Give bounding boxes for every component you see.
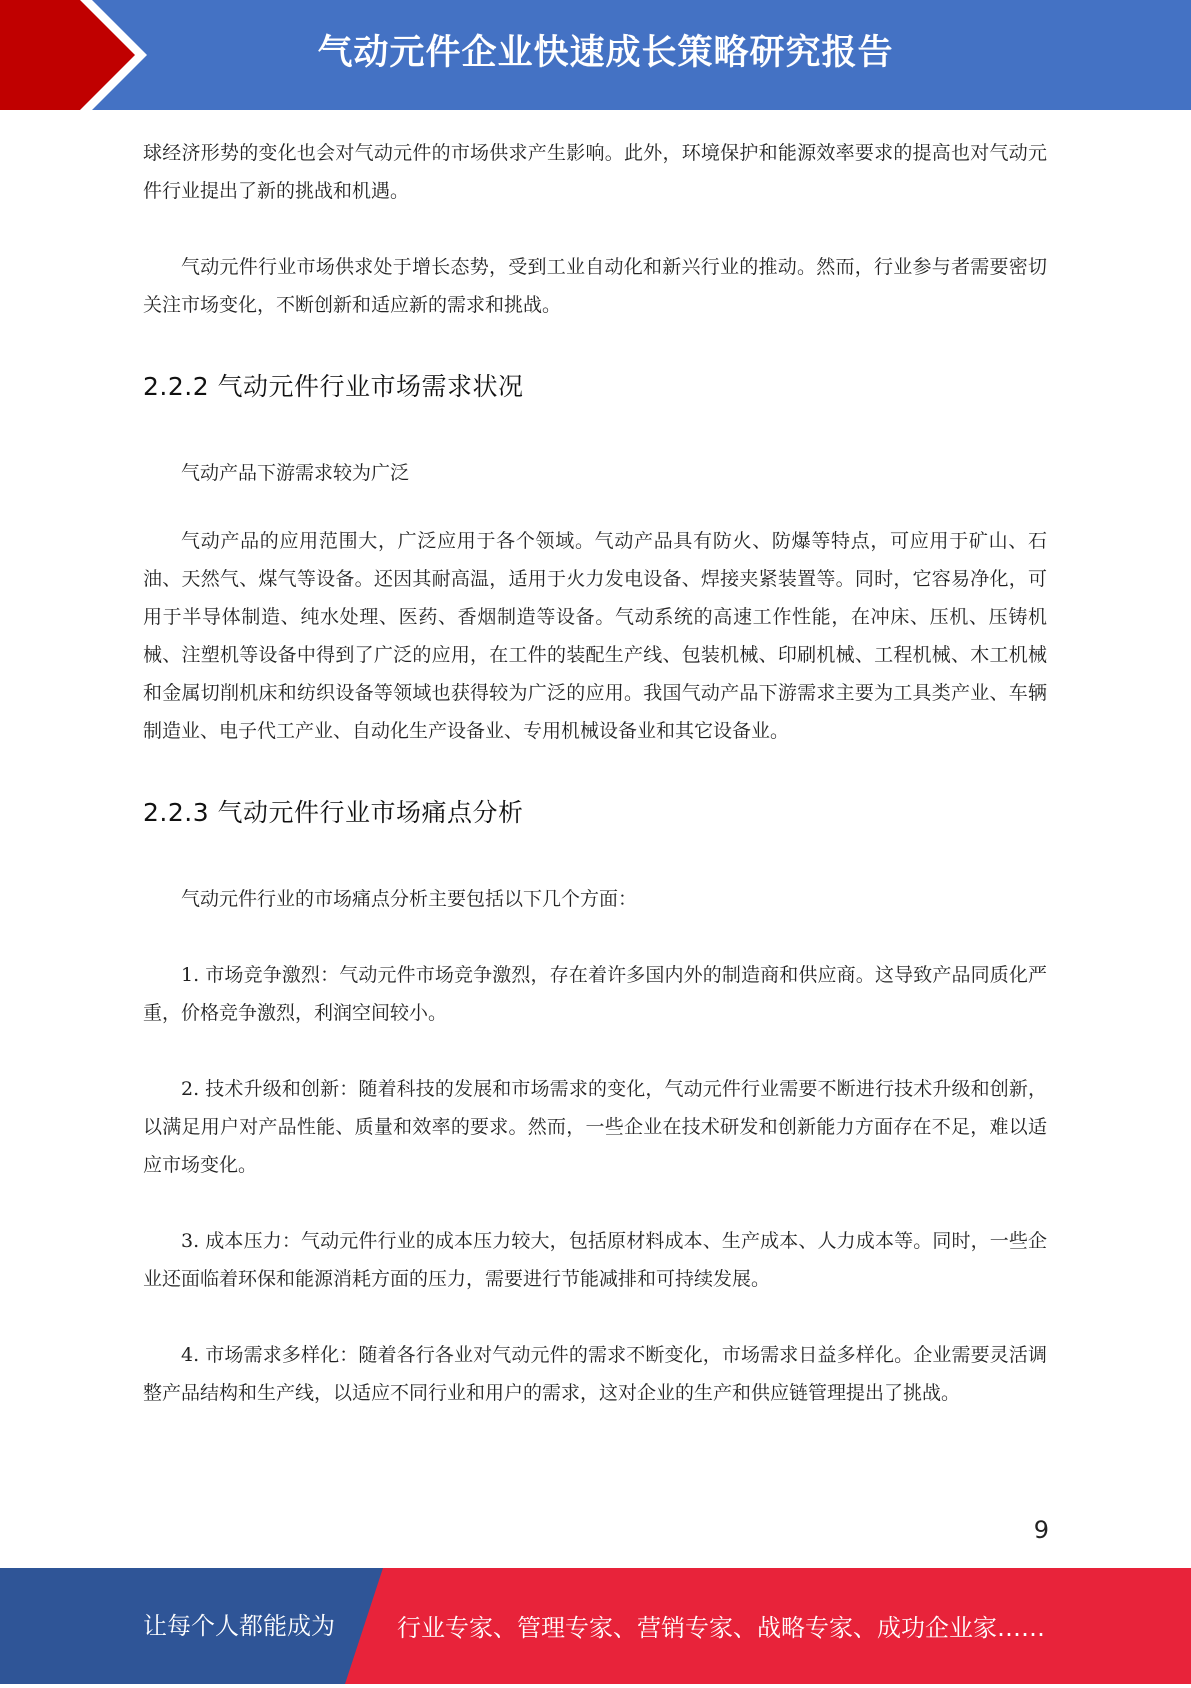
report-title: 气动元件企业快速成长策略研究报告 [317,33,894,73]
page-number: 9 [1033,1516,1049,1544]
paragraph: 气动产品下游需求较为广泛 [181,462,410,484]
page-header [0,0,1191,110]
footer-slogan-left: 让每个人都能成为 [143,1612,335,1640]
page-content [143,134,1047,1412]
list-item: 1. 市场竞争激烈：气动元件市场竞争激烈，存在着许多国内外的制造商和供应商。这导致产品同质化严重，价格竞争激烈，利润空间较小。 [143,964,1047,1024]
paragraph: 气动产品的应用范围大，广泛应用于各个领域。气动产品具有防火、防爆等特点，可应用于矿山、石油、天然气、煤气等设备。还因其耐高温，适用于火力发电设备、焊接夹紧装置等。同时，它容易净化，可用于半导体制造、纯水处理、医药、香烟制造等设备。气动系统的高速工作性能，在冲床、压机、压铸机械、注塑机等设备中得到了广泛的应用，在工件的装配生产线、包装机械、印刷机械、工程机械、木工机械和金属切削机床和纺织设备等领域也获得较为广泛的应用。我国气动产品下游需求主要为工具类产业、车辆制造业、电子代工产业、自动化生产设备业、专用机械设备业和其它设备业。 [143,530,1047,742]
list-item: 3. 成本压力：气动元件行业的成本压力较大，包括原材料成本、生产成本、人力成本等。同时，一些企业还面临着环保和能源消耗方面的压力，需要进行节能减排和可持续发展。 [143,1230,1047,1290]
section-heading: 2.2.2 气动元件行业市场需求状况 [143,372,524,401]
page-footer [0,1568,1191,1684]
footer-slogan-right: 行业专家、管理专家、营销专家、战略专家、成功企业家…… [397,1614,1045,1642]
list-item: 2. 技术升级和创新：随着科技的发展和市场需求的变化，气动元件行业需要不断进行技术升级和创新，以满足用户对产品性能、质量和效率的要求。然而，一些企业在技术研发和创新能力方面存在不足，难以适应市场变化。 [143,1078,1047,1176]
list-item: 4. 市场需求多样化：随着各行各业对气动元件的需求不断变化，市场需求日益多样化。企业需要灵活调整产品结构和生产线，以适应不同行业和用户的需求，这对企业的生产和供应链管理提出了挑战。 [143,1344,1047,1404]
section-heading: 2.2.3 气动元件行业市场痛点分析 [143,798,524,827]
paragraph: 气动元件行业的市场痛点分析主要包括以下几个方面： [181,888,638,910]
paragraph: 球经济形势的变化也会对气动元件的市场供求产生影响。此外，环境保护和能源效率要求的提高也对气动元件行业提出了新的挑战和机遇。 [143,142,1047,202]
paragraph: 气动元件行业市场供求处于增长态势，受到工业自动化和新兴行业的推动。然而，行业参与者需要密切关注市场变化，不断创新和适应新的需求和挑战。 [143,256,1047,316]
